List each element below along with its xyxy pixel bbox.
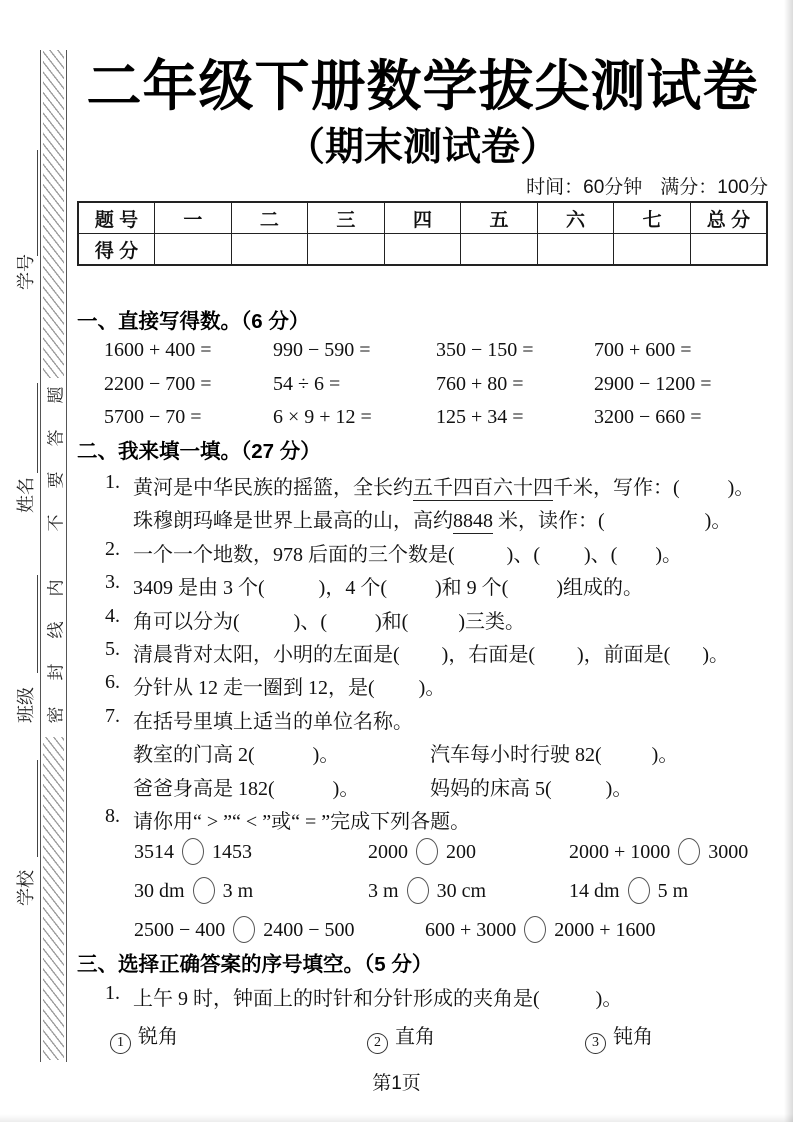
compare-answer-circle <box>233 916 255 943</box>
text-run: )。 <box>605 777 633 800</box>
compare-row <box>77 877 768 911</box>
text-run: 4. <box>105 604 120 627</box>
line-column <box>368 877 486 904</box>
line-column <box>585 1020 653 1054</box>
fill-in-line <box>77 671 768 705</box>
score-table-column-header: 四 <box>384 202 461 234</box>
line-column <box>104 406 202 429</box>
score-table-empty-cell <box>308 234 385 266</box>
text-run: 妈妈的床高 5( <box>430 777 552 800</box>
text-run: 钝角 <box>613 1026 653 1048</box>
text-run: 教室的门高 2( <box>133 744 255 767</box>
answer-blank <box>265 577 319 600</box>
text-run: 千米，写作：( <box>553 477 680 499</box>
score-table-empty-cell <box>384 234 461 266</box>
line-column <box>134 916 355 943</box>
line-column <box>430 738 678 767</box>
compare-row <box>77 838 768 872</box>
line-column <box>133 538 682 567</box>
text-run: 600 + 3000 <box>425 919 522 941</box>
text-run: 54 ÷ 6 = <box>273 372 341 395</box>
scan-edge-right <box>784 0 793 1122</box>
seal-text-char: 题 <box>46 386 65 404</box>
section3-heading: 三、选择正确答案的序号填空。（5 分） <box>77 953 433 976</box>
line-column <box>133 705 413 734</box>
text-run: 3514 <box>134 841 179 863</box>
paper-title: 二年级下册数学拔尖测试卷 <box>86 55 759 117</box>
exam-time: 时间：60分钟 <box>526 177 643 198</box>
choice-line <box>77 1020 768 1054</box>
text-run: 14 dm <box>569 880 625 902</box>
answer-blank <box>540 988 596 1011</box>
seal-text-char: 要 <box>46 471 65 489</box>
line-column <box>425 916 656 943</box>
compare-answer-circle <box>416 838 438 865</box>
answer-blank <box>275 778 333 801</box>
text-run: 2500 − 400 <box>134 919 231 941</box>
text-run: )、( <box>506 543 540 566</box>
seal-text-char: 内 <box>46 579 65 597</box>
seal-text-char: 答 <box>46 429 65 447</box>
text-run: 2. <box>105 537 120 560</box>
text-run: 2900 − 1200 = <box>594 372 712 395</box>
text-run: 2000 <box>368 841 413 863</box>
line-column <box>105 471 120 494</box>
sidebar-field-blank-line <box>37 575 38 673</box>
compare-row <box>77 916 768 950</box>
line-column <box>105 638 120 661</box>
fill-in-line <box>77 471 768 505</box>
line-column <box>105 538 120 561</box>
text-run: )组成的。 <box>556 577 643 600</box>
exam-full-score: 满分：100分 <box>660 177 768 198</box>
line-column <box>436 406 524 429</box>
text-run: 1600 + 400 = <box>104 339 212 361</box>
answer-blank <box>240 611 294 634</box>
seal-text-char: 封 <box>46 663 65 681</box>
text-run: 1. <box>105 471 120 493</box>
score-table-column-header: 二 <box>231 202 308 234</box>
compare-answer-circle <box>678 838 700 865</box>
sidebar-field-blank-line <box>37 150 38 256</box>
line-column <box>436 373 524 396</box>
compare-answer-circle <box>407 877 429 904</box>
text-run: )，4 个( <box>318 577 387 600</box>
text-run: 3 m <box>217 880 254 902</box>
text-run: 请你用“ > ”“ < ”或“ = ”完成下列各题。 <box>133 811 471 833</box>
score-table-empty-cell <box>690 234 767 266</box>
text-run: 3200 − 660 = <box>594 406 702 428</box>
text-run: 1453 <box>207 841 252 863</box>
line-column <box>105 982 120 1005</box>
sidebar-field-label: 姓名 <box>16 477 36 513</box>
line-column <box>134 838 252 865</box>
text-run: 2400 − 500 <box>258 919 355 941</box>
text-run: )。 <box>655 543 682 566</box>
fill-in-line <box>77 504 768 538</box>
text-run: 6 × 9 + 12 = <box>273 406 372 428</box>
line-column <box>430 772 632 801</box>
score-table-empty-cell <box>614 234 691 266</box>
text-run: 2000 + 1000 <box>569 841 676 863</box>
text-run: )，右面是( <box>441 644 535 666</box>
score-table-empty-cell <box>155 234 232 266</box>
line-column <box>110 1020 178 1054</box>
line-column <box>569 877 688 904</box>
line-column <box>104 339 212 362</box>
text-run: 角可以分为( <box>133 610 240 633</box>
line-column <box>133 671 445 700</box>
answer-blank <box>408 611 458 634</box>
line-column <box>273 373 340 396</box>
fill-in-line <box>77 571 768 605</box>
line-column <box>594 406 702 429</box>
line-column <box>436 339 534 362</box>
text-run: )、( <box>293 610 327 633</box>
line-column <box>367 1020 435 1054</box>
compare-answer-circle <box>193 877 215 904</box>
line-column <box>133 471 754 500</box>
answer-blank <box>602 744 652 767</box>
text-run: 直角 <box>395 1026 435 1048</box>
line-column <box>594 373 712 396</box>
answer-blank <box>400 644 442 667</box>
section2-heading: 二、我来填一填。（27 分） <box>77 440 321 463</box>
seal-band <box>40 50 67 1062</box>
text-run: 700 + 600 = <box>594 339 692 361</box>
choice-line <box>77 982 768 1016</box>
answer-blank <box>508 577 556 600</box>
answer-blank <box>680 477 728 500</box>
sidebar-field-blank-line <box>37 760 38 857</box>
answer-blank <box>375 677 419 700</box>
sidebar-field-label: 班级 <box>16 687 36 723</box>
compare-answer-circle <box>524 916 546 943</box>
text-run: )。 <box>418 677 446 700</box>
fill-in-line <box>77 605 768 639</box>
answer-blank <box>540 544 584 567</box>
page-number: 第1页 <box>372 1073 421 1094</box>
line-column <box>133 638 729 667</box>
text-run: )。 <box>312 744 340 767</box>
seal-hatch-bottom <box>43 737 64 1060</box>
seal-text-char: 不 <box>46 514 65 532</box>
text-run: 米，读作：( <box>493 510 605 533</box>
underlined-text: 五千四百六十四 <box>413 477 553 499</box>
text-run: 上午 9 时，钟面上的时针和分针形成的夹角是( <box>133 988 540 1010</box>
line-column <box>368 838 476 865</box>
text-run: 3 m <box>368 880 404 902</box>
compare-answer-circle <box>628 877 650 904</box>
text-run: 30 cm <box>431 880 486 902</box>
text-run: 200 <box>441 841 476 863</box>
text-run: )和( <box>375 610 409 633</box>
answer-blank <box>605 510 705 533</box>
answer-blank <box>552 778 606 801</box>
fill-in-line <box>77 538 768 572</box>
answer-blank <box>670 644 702 667</box>
text-run: 锐角 <box>138 1026 178 1048</box>
line-column <box>105 671 120 694</box>
line-column <box>133 805 470 834</box>
math-problem-row <box>77 339 768 373</box>
seal-text-char: 密 <box>46 706 65 724</box>
text-run: )。 <box>704 510 732 533</box>
line-column <box>133 504 731 533</box>
score-table-score-row <box>78 234 767 266</box>
line-column <box>273 406 372 429</box>
text-run: )和 9 个( <box>435 577 509 600</box>
text-run: 7. <box>105 704 120 727</box>
text-run: 2200 − 700 = <box>104 372 212 395</box>
score-table-column-header: 五 <box>461 202 538 234</box>
line-column <box>104 373 212 396</box>
text-run: 清晨背对太阳，小明的左面是( <box>133 644 400 666</box>
text-run: 黄河是中华民族的摇篮，全长约 <box>133 477 413 499</box>
fill-in-line <box>77 705 768 739</box>
seal-text-char: 线 <box>46 621 65 639</box>
text-run: 爸爸身高是 182( <box>133 777 275 800</box>
score-table-header-row <box>78 202 767 234</box>
compare-answer-circle <box>182 838 204 865</box>
text-run: 6. <box>105 671 120 694</box>
text-run: 汽车每小时行驶 82( <box>430 744 602 767</box>
text-run: )、( <box>584 543 618 566</box>
score-table-corner: 题 号 <box>78 202 155 234</box>
text-run: 2000 + 1600 <box>549 919 656 941</box>
line-column <box>273 339 371 362</box>
text-run: 5 m <box>652 880 689 902</box>
answer-blank <box>535 644 577 667</box>
exam-meta <box>77 172 768 199</box>
option-number-circle: 1 <box>110 1033 131 1054</box>
sidebar-field-blank-line <box>37 383 38 473</box>
paper-subtitle: （期末测试卷） <box>285 126 559 169</box>
text-run: 8. <box>105 805 120 827</box>
text-run: 3000 <box>703 841 749 863</box>
option-number-circle: 2 <box>367 1033 388 1054</box>
text-run: 一个一个地数，978 后面的三个数是( <box>133 543 455 566</box>
score-table-column-header: 三 <box>308 202 385 234</box>
score-table <box>77 201 768 266</box>
line-column <box>105 605 120 628</box>
answer-blank <box>327 611 375 634</box>
math-problem-row <box>77 373 768 407</box>
score-table-empty-cell <box>537 234 614 266</box>
text-run: 分针从 12 走一圈到 12，是( <box>133 677 375 700</box>
line-column <box>105 571 120 594</box>
sidebar-field-label: 学号 <box>16 254 36 290</box>
score-table-column-header: 六 <box>537 202 614 234</box>
score-table-column-header: 七 <box>614 202 691 234</box>
line-column <box>133 571 643 600</box>
text-run: 5. <box>105 638 120 660</box>
score-table-row-label: 得 分 <box>78 234 155 266</box>
line-column <box>105 705 120 728</box>
text-run: 760 + 80 = <box>436 372 524 395</box>
text-run: 1. <box>105 982 120 1004</box>
line-column <box>133 982 622 1011</box>
text-run: )，前面是( <box>577 644 671 666</box>
text-run: 3. <box>105 571 120 594</box>
line-column <box>569 838 748 865</box>
scan-edge-bottom <box>0 1114 793 1122</box>
seal-hatch-top <box>43 50 64 378</box>
sidebar-field-label: 学校 <box>16 870 36 906</box>
text-run: 350 − 150 = <box>436 339 534 361</box>
line-column <box>133 772 359 801</box>
text-run: )三类。 <box>458 610 525 633</box>
option-number-circle: 3 <box>585 1033 606 1054</box>
answer-blank <box>617 544 655 567</box>
line-column <box>105 805 120 828</box>
line-column <box>134 877 253 904</box>
fill-in-line <box>77 772 768 806</box>
text-run: )。 <box>332 777 360 800</box>
line-column <box>594 339 692 362</box>
answer-blank <box>387 577 435 600</box>
answer-blank <box>255 744 313 767</box>
text-run: )。 <box>595 988 623 1010</box>
text-run: 30 dm <box>134 880 190 902</box>
score-table-empty-cell <box>231 234 308 266</box>
text-run: )。 <box>727 477 755 499</box>
text-run: )。 <box>651 744 679 767</box>
fill-in-line <box>77 638 768 672</box>
text-run: 3409 是由 3 个( <box>133 577 265 600</box>
line-column <box>133 605 525 634</box>
text-run: 990 − 590 = <box>273 339 371 361</box>
section1-heading: 一、直接写得数。（6 分） <box>77 310 310 333</box>
answer-blank <box>455 544 507 567</box>
score-table-column-header: 一 <box>155 202 232 234</box>
score-table-empty-cell <box>461 234 538 266</box>
text-run: 125 + 34 = <box>436 406 524 428</box>
text-run: 在括号里填上适当的单位名称。 <box>133 710 413 733</box>
text-run: )。 <box>702 644 729 666</box>
text-run: 5700 − 70 = <box>104 406 202 428</box>
text-run: 珠穆朗玛峰是世界上最高的山，高约 <box>133 510 453 533</box>
fill-in-line <box>77 805 768 839</box>
score-table-column-header: 总 分 <box>690 202 767 234</box>
underlined-text: 8848 <box>453 510 493 533</box>
fill-in-line <box>77 738 768 772</box>
line-column <box>133 738 339 767</box>
